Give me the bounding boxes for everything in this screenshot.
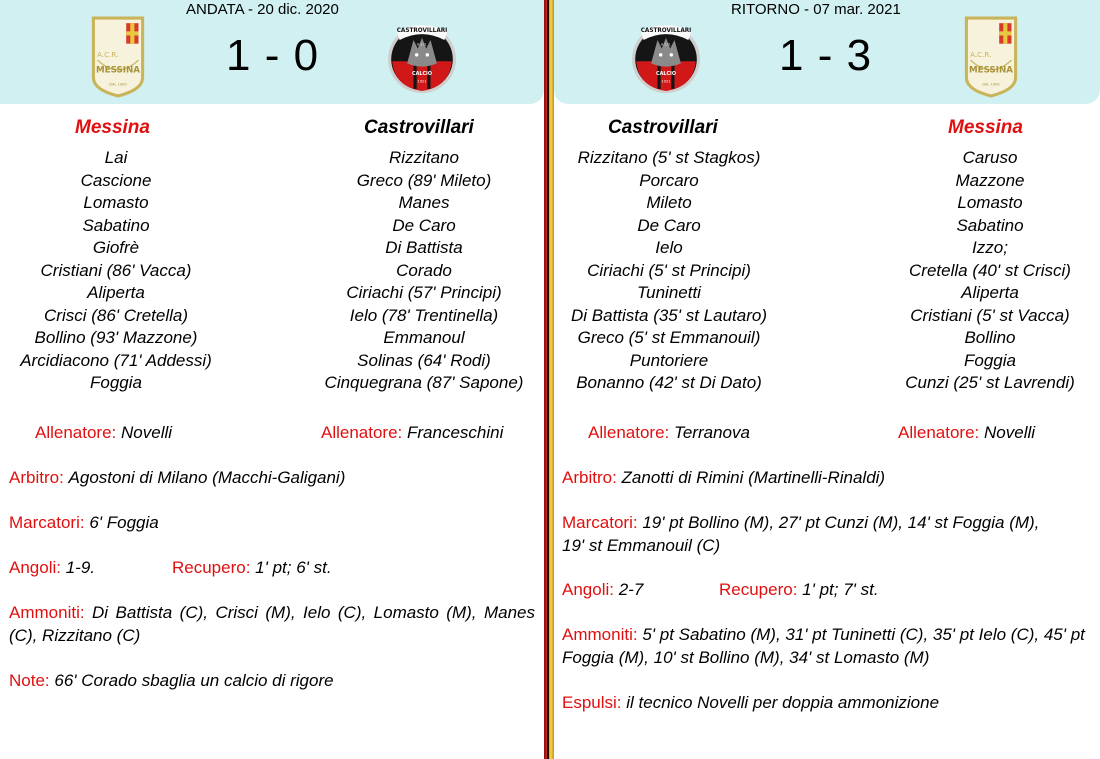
svg-text:MESSINA: MESSINA: [95, 65, 141, 76]
lineup-player: Ielo (78' Trentinella): [349, 305, 499, 325]
lineup-player: Giofrè: [92, 238, 140, 257]
angoli-value: 2-7: [618, 580, 644, 599]
note-label: Note:: [9, 671, 50, 690]
messina-logo-icon: [85, 16, 151, 103]
svg-text:A.C.R.: A.C.R.: [970, 50, 992, 60]
lineup-player: Cristiani (86' Vacca): [40, 260, 192, 280]
recupero-value: 1' pt; 6' st.: [255, 558, 332, 577]
andata-panel: [0, 0, 544, 759]
lineup-player: Bollino (93' Mazzone): [34, 328, 198, 347]
svg-text:1921: 1921: [661, 79, 671, 84]
recupero-value: 1' pt; 7' st.: [802, 580, 879, 599]
lineup-player: Bonanno (42' st Di Dato): [576, 373, 762, 392]
coach-name: Terranova: [674, 423, 750, 442]
recupero-label: Recupero:: [172, 558, 251, 577]
svg-text:A.C.R.: A.C.R.: [97, 50, 119, 60]
lineup-player: Lomasto: [83, 193, 149, 212]
marcatori-label: Marcatori:: [562, 513, 638, 532]
angoli-label: Angoli:: [562, 580, 614, 599]
lineup-player: Greco (5' st Emmanouil): [577, 328, 761, 347]
lineup-player: Crisci (86' Cretella): [44, 305, 188, 325]
espulsi-value: il tecnico Novelli per doppia ammonizione: [626, 693, 940, 712]
coach-name: Novelli: [121, 423, 173, 442]
andata-away-coach: [321, 423, 503, 443]
panel-divider: [544, 0, 554, 759]
angoli-value: 1-9.: [65, 558, 96, 577]
arbitro-label: Arbitro:: [9, 468, 64, 487]
lineup-player: Greco (89' Mileto): [356, 170, 492, 190]
lineup-player: Cunzi (25' st Lavrendi): [905, 373, 1075, 392]
lineup-player: Cinquegrana (87' Sapone): [324, 373, 524, 392]
lineup-player: Sabatino: [956, 215, 1024, 235]
panel-divider-core: [547, 0, 549, 759]
lineup-player: De Caro: [392, 215, 456, 235]
coach-label: Allenatore:: [588, 423, 670, 442]
lineup-player: Emmanoul: [383, 328, 465, 347]
ritorno-home-coach: [588, 423, 750, 443]
note-value: 66' Corado sbaglia un calcio di rigore: [54, 671, 334, 690]
lineup-player: Lomasto: [957, 193, 1023, 212]
lineup-player: Cretella (40' st Crisci): [909, 260, 1071, 280]
coach-label: Allenatore:: [35, 423, 117, 442]
ritorno-espulsi: [562, 692, 1092, 715]
lineup-player: Porcaro: [639, 170, 699, 190]
lineup-player: Sabatino: [82, 215, 150, 235]
ritorno-away-coach: [898, 423, 1035, 443]
svg-text:CALCIO: CALCIO: [412, 71, 432, 78]
arbitro-label: Arbitro:: [562, 468, 617, 487]
andata-away-team: Castrovillari: [364, 117, 474, 138]
andata-home-team: Messina: [75, 117, 150, 138]
ritorno-recupero: [719, 579, 1019, 602]
lineup-player: Puntoriere: [629, 350, 709, 370]
lineup-player: Foggia: [964, 350, 1016, 370]
lineup-player: Lai: [104, 148, 128, 167]
andata-header: [0, 0, 544, 104]
andata-arbitro: [9, 467, 535, 490]
coach-name: Novelli: [984, 423, 1036, 442]
lineup-player: Mileto: [646, 193, 692, 212]
lineup-player: Ielo: [655, 238, 683, 257]
lineup-player: Di Battista (35' st Lautaro): [571, 305, 767, 325]
coach-label: Allenatore:: [898, 423, 980, 442]
ammoniti-label: Ammoniti:: [9, 603, 85, 622]
recupero-label: Recupero:: [719, 580, 798, 599]
svg-text:A.S.D.: A.S.D.: [416, 42, 428, 47]
messina-logo-icon: [958, 16, 1024, 103]
svg-text:CASTROVILLARI: CASTROVILLARI: [640, 28, 692, 35]
lineup-player: De Caro: [637, 215, 701, 235]
andata-away-lineup: [310, 148, 538, 396]
marcatori-label: Marcatori:: [9, 513, 85, 532]
lineup-player: Foggia: [90, 373, 142, 392]
lineup-player: Rizzitano: [389, 148, 459, 167]
ritorno-header: [554, 0, 1100, 104]
lineup-player: Solinas (64' Rodi): [357, 350, 491, 370]
andata-recupero: [172, 557, 472, 580]
lineup-player: Bollino: [964, 328, 1016, 347]
ammoniti-value: Di Battista (C), Crisci (M), Ielo (C), Lomasto (M), Manes (C), Rizzitano (C): [9, 603, 535, 645]
ritorno-home-team: Castrovillari: [608, 117, 718, 138]
lineup-player: Ciriachi (57' Principi): [346, 283, 502, 302]
svg-text:DAL 1900: DAL 1900: [109, 82, 127, 87]
lineup-player: Ciriachi (5' st Principi): [587, 260, 751, 280]
ritorno-marcatori: [562, 512, 1062, 557]
lineup-player: Arcidiacono (71' Addessi): [20, 350, 212, 370]
lineup-player: Aliperta: [87, 283, 145, 302]
ritorno-date: RITORNO - 07 mar. 2021: [731, 1, 901, 18]
lineup-player: Di Battista: [385, 238, 463, 257]
ammoniti-value: 5' pt Sabatino (M), 31' pt Tuninetti (C), 35' pt Ielo (C), 45' pt Foggia (M), 10' st Bollino (M), 34' st Lomasto (M): [562, 625, 1085, 667]
ritorno-panel: [554, 0, 1100, 759]
andata-score: 1 - 0: [226, 31, 320, 80]
svg-text:A.S.D.: A.S.D.: [660, 42, 672, 47]
lineup-player: Manes: [398, 193, 450, 212]
arbitro-value: Zanotti di Rimini (Martinelli-Rinaldi): [621, 468, 886, 487]
lineup-player: Caruso: [962, 148, 1018, 167]
ritorno-away-lineup: [888, 148, 1092, 396]
angoli-label: Angoli:: [9, 558, 61, 577]
lineup-player: Tuninetti: [637, 283, 701, 302]
marcatori-value: 6' Foggia: [89, 513, 159, 532]
ritorno-score: 1 - 3: [779, 31, 873, 80]
ammoniti-label: Ammoniti:: [562, 625, 638, 644]
andata-note: [9, 670, 535, 693]
lineup-player: Cascione: [80, 170, 152, 190]
svg-text:CASTROVILLARI: CASTROVILLARI: [396, 28, 448, 35]
lineup-player: Rizzitano (5' st Stagkos): [577, 148, 761, 167]
ritorno-home-lineup: [556, 148, 782, 396]
andata-ammoniti: [9, 602, 535, 647]
svg-text:DAL 1900: DAL 1900: [982, 82, 1000, 87]
ritorno-angoli: [562, 579, 722, 602]
lineup-player: Aliperta: [961, 283, 1019, 302]
svg-text:MESSINA: MESSINA: [968, 65, 1014, 76]
andata-marcatori: [9, 512, 535, 535]
lineup-player: Izzo;: [972, 238, 1008, 257]
andata-home-coach: [35, 423, 172, 443]
lineup-player: Corado: [396, 260, 452, 280]
lineup-player: Mazzone: [955, 170, 1025, 190]
espulsi-label: Espulsi:: [562, 693, 622, 712]
andata-home-lineup: [0, 148, 232, 396]
coach-name: Franceschini: [407, 423, 504, 442]
arbitro-value: Agostoni di Milano (Macchi-Galigani): [68, 468, 346, 487]
andata-date: ANDATA - 20 dic. 2020: [186, 1, 339, 18]
svg-text:1921: 1921: [417, 79, 427, 84]
ritorno-ammoniti: [562, 624, 1092, 669]
ritorno-arbitro: [562, 467, 1092, 490]
castrovillari-logo-icon: [632, 14, 700, 105]
ritorno-away-team: Messina: [948, 117, 1023, 138]
lineup-player: Cristiani (5' st Vacca): [910, 305, 1070, 325]
coach-label: Allenatore:: [321, 423, 403, 442]
svg-text:CALCIO: CALCIO: [656, 71, 676, 78]
castrovillari-logo-icon: [388, 14, 456, 105]
marcatori-value: 19' pt Bollino (M), 27' pt Cunzi (M), 14' st Foggia (M), 19' st Emmanouil (C): [562, 513, 1040, 555]
